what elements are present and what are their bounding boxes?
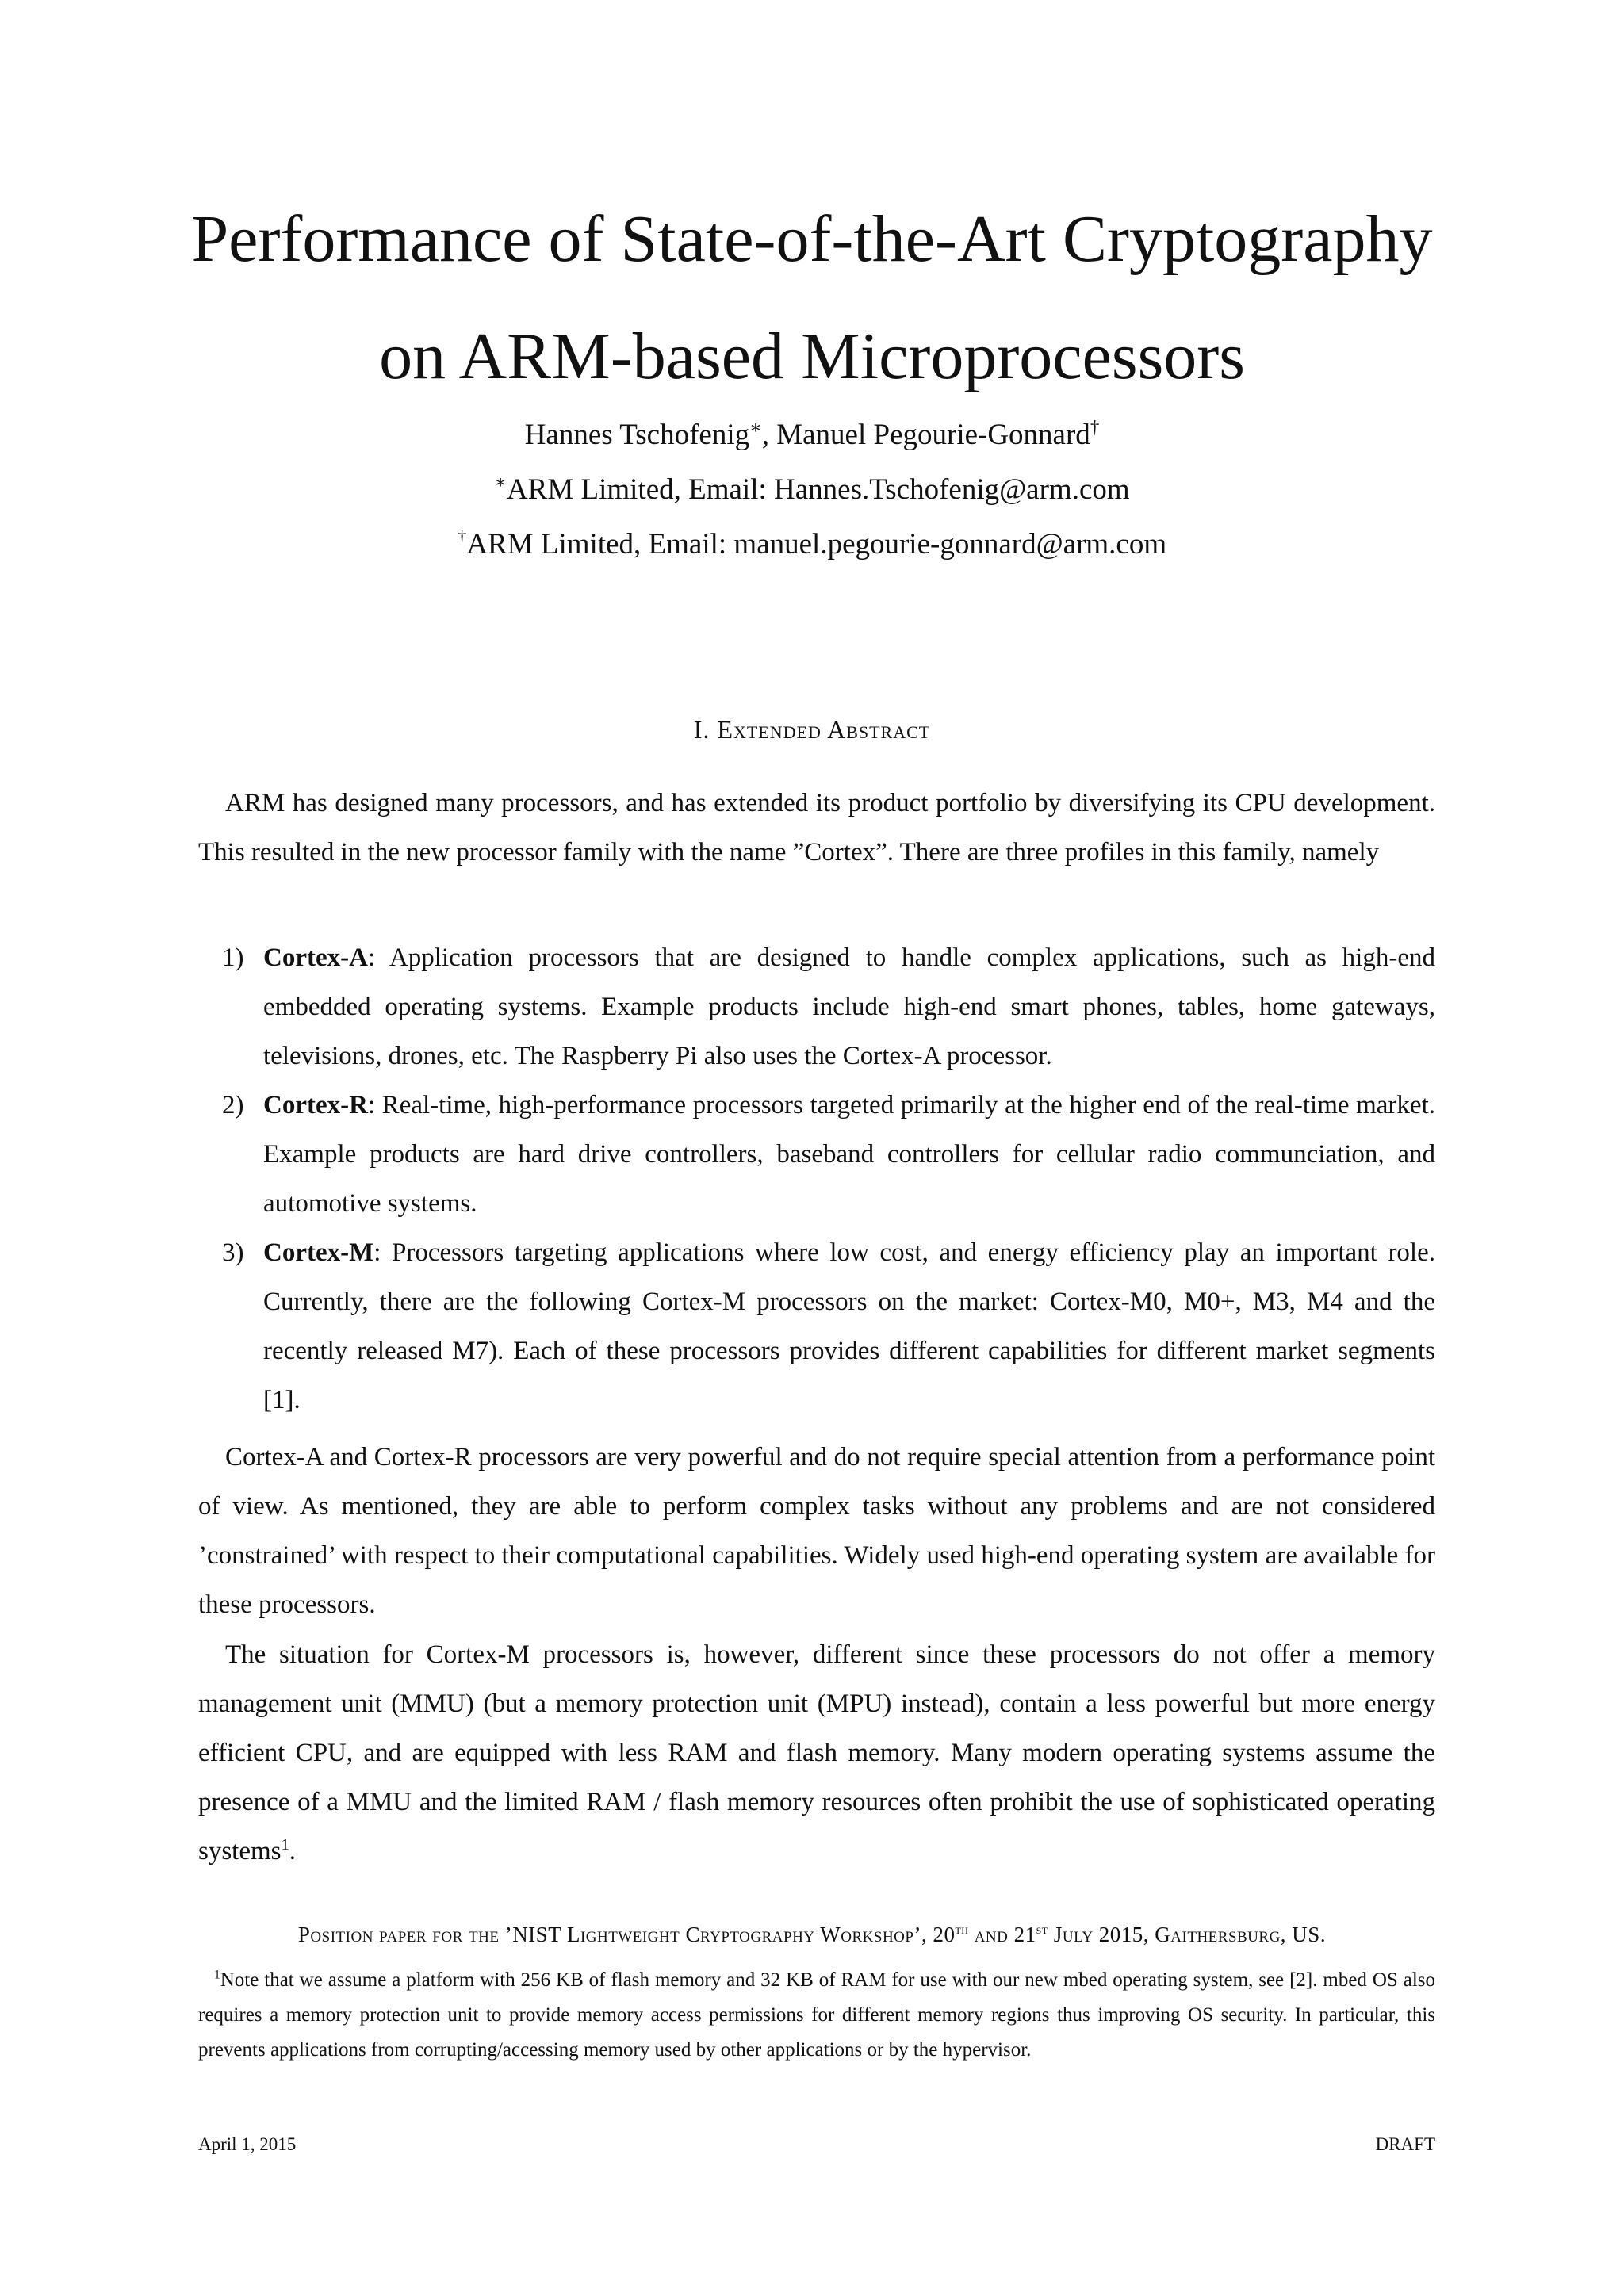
position-paper-text: July 2015, Gaithersburg, US. [1048,1923,1327,1946]
affiliation-mark: † [457,526,467,547]
list-item [198,1228,1435,1425]
list-item [198,1081,1435,1228]
paragraph-cortex-m [198,1630,1435,1876]
author-list [119,416,1505,454]
footnote [198,1963,1435,2068]
title-line-1: Performance of State-of-the-Art Cryptography [191,202,1433,276]
section-heading: I. Extended Abstract [693,715,931,744]
position-paper-note [119,1920,1505,1949]
list-text: : Application processors that are designed to handle complex applications, such as high-end embedded operating systems. Example products include high-end smart phones, tables, home gateways, televisions, drones, etc. The Raspberry Pi also uses the Cortex-A processor. [263,943,1435,1070]
paragraph-cortex-a-r [198,1433,1435,1629]
author-name: Hannes Tschofenig [524,419,750,451]
paragraph-end: . [289,1837,296,1866]
list-item [198,933,1435,1081]
cortex-profile-list [198,933,1435,1425]
author-mark: † [1090,417,1100,438]
list-number: 1) [222,943,244,972]
paragraph-text: ARM has designed many processors, and has extended its product portfolio by diversifying its CPU development. This resulted in the new processor family with the name ”Cortex”. There are three profiles in this family, namely [198,789,1435,867]
paragraph-text: Cortex-A and Cortex-R processors are very powerful and do not require special attention from a performance point of view. As mentioned, they are able to perform complex tasks without any problems and are not considered ’constrained’ with respect to their computational capabilities. Widely used high-end operating system are available for these processors. [198,1443,1435,1619]
position-paper-text: and 21 [968,1923,1036,1946]
ordinal-suffix: st [1036,1922,1048,1937]
author-name: Manuel Pegourie-Gonnard [776,419,1090,451]
position-paper-text: Position paper for the ’NIST Lightweight Cryptography Workshop’, 20 [297,1923,956,1946]
paragraph-intro [198,779,1435,877]
paper-title [119,181,1505,415]
footnote-text [198,1963,1435,2068]
footnote-reference: 1 [281,1836,289,1854]
footnote-body: Note that we assume a platform with 256 KB of flash memory and 32 KB of RAM for use with our new mbed operating system, see [2]. mbed OS also requires a memory protection unit to provide memory access permissions for different memory regions thus improving OS security. In particular, this prevents applications from corrupting/accessing memory used by other applications or by the hypervisor. [198,1969,1435,2061]
affiliation [119,471,1505,509]
author-separator: , [761,419,777,451]
affiliation-mark: ∗ [494,472,507,492]
author-mark: ∗ [749,417,762,438]
footer-date: April 1, 2015 [198,2134,297,2154]
paragraph-body: The situation for Cortex-M processors is, however, different since these processors do not offer a memory management unit (MMU) (but a memory protection unit (MPU) instead), contain a less powerful but more energy efficient CPU, and are equipped with less RAM and flash memory. Many modern operating systems assume the presence of a MMU and the limited RAM / flash memory resources often prohibit the use of sophisticated operating systems [198,1640,1435,1866]
footnote-mark: 1 [214,1968,220,1982]
list-term: Cortex-M [263,1238,374,1267]
list-term: Cortex-A [263,943,368,972]
affiliation [119,526,1505,564]
list-number: 2) [222,1091,244,1119]
ordinal-suffix: th [955,1922,969,1937]
list-term: Cortex-R [263,1091,368,1119]
list-number: 3) [222,1238,244,1267]
paragraph-text [198,1630,1435,1876]
affiliation-text: ARM Limited, Email: Hannes.Tschofenig@arm.com [506,473,1130,506]
affiliation-text: ARM Limited, Email: manuel.pegourie-gonnard@arm.com [466,528,1167,561]
list-text: : Processors targeting applications where low cost, and energy efficiency play an important role. Currently, there are the following Cortex-M processors on the market: Cortex-M0, M0+, M3, M4 and the recently released M7). Each of these processors provides different capabilities for different market segments [1]. [263,1238,1435,1414]
title-line-2: on ARM-based Microprocessors [379,320,1245,393]
list-text: : Real-time, high-performance processors targeted primarily at the higher end of the real-time market. Example products are hard drive controllers, baseband controllers for cellular radio communciation, and automotive systems. [263,1091,1435,1218]
footer-draft-label: DRAFT [1375,2134,1435,2154]
